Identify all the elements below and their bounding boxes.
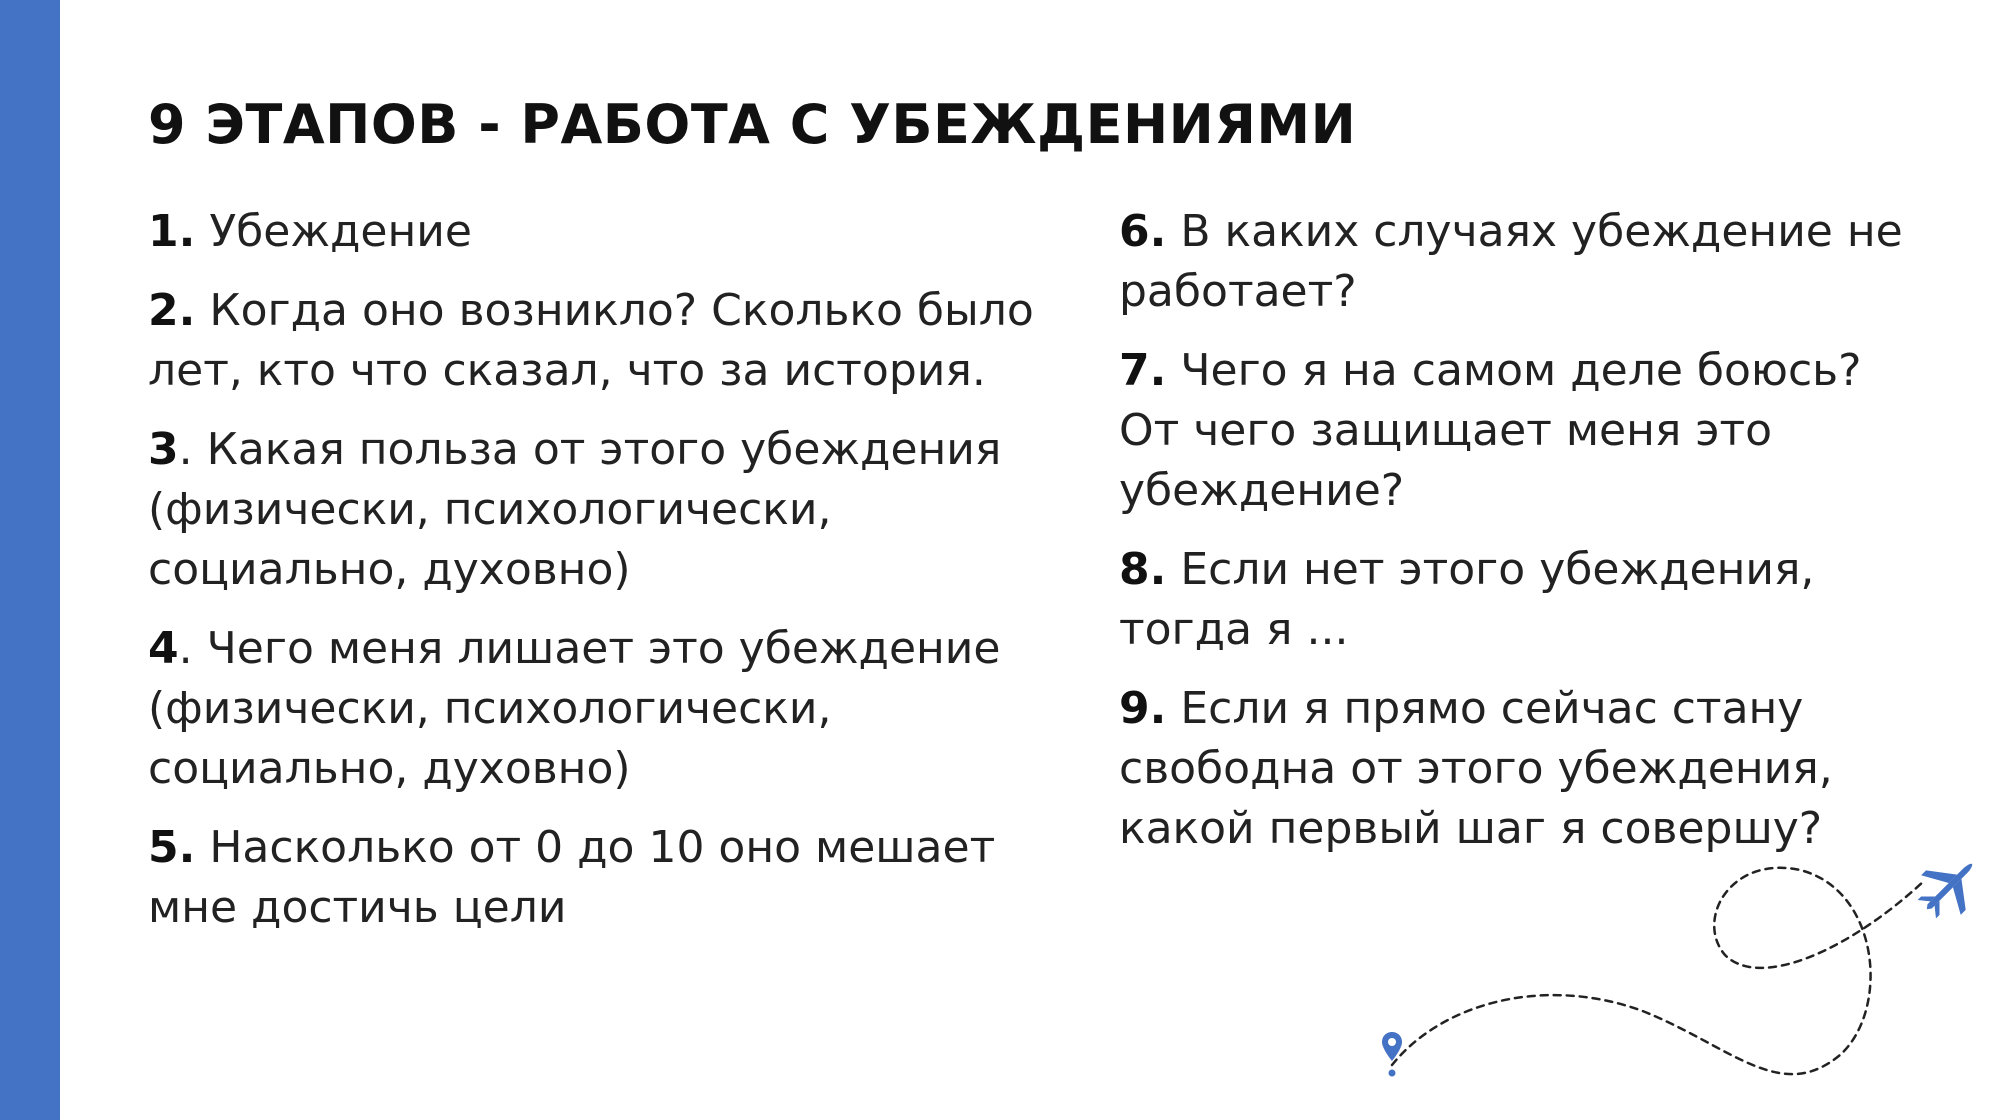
step-text: Когда оно возникло? Сколько было лет, кто что сказал, что за история. — [148, 285, 1034, 396]
travel-path-doodle — [1360, 850, 1980, 1100]
airplane-icon — [1907, 850, 1980, 929]
step-item — [148, 619, 1048, 799]
step-text: . Какая польза от этого убеждения (физически, психологически, социально, духовно) — [148, 424, 1002, 595]
step-number: 4 — [148, 623, 179, 674]
step-item — [1119, 540, 1919, 660]
step-item — [1119, 202, 1919, 322]
step-item — [1119, 679, 1919, 859]
step-number: 5. — [148, 822, 196, 873]
step-item — [148, 420, 1048, 600]
step-text: Если я прямо сейчас стану свободна от этого убеждения, какой первый шаг я совершу? — [1119, 683, 1833, 854]
accent-side-bar — [0, 0, 60, 1120]
steps-column-left — [148, 202, 1048, 957]
step-item — [1119, 341, 1919, 521]
step-text: Насколько от 0 до 10 оно мешает мне достичь цели — [148, 822, 996, 933]
step-text: Если нет этого убеждения, тогда я ... — [1119, 544, 1815, 655]
step-item — [148, 202, 1048, 262]
step-number: 1. — [148, 206, 196, 257]
step-number: 2. — [148, 285, 196, 336]
step-number: 3 — [148, 424, 179, 475]
dashed-path — [1392, 868, 1925, 1074]
steps-column-right — [1119, 202, 1919, 878]
step-item — [148, 281, 1048, 401]
step-text: . Чего меня лишает это убеждение (физически, психологически, социально, духовно) — [148, 623, 1001, 794]
step-text: Убеждение — [195, 206, 472, 257]
step-text: В каких случаях убеждение не работает? — [1119, 206, 1903, 317]
step-text: Чего я на самом деле боюсь? От чего защищает меня это убеждение? — [1119, 345, 1862, 516]
step-number: 6. — [1119, 206, 1167, 257]
step-number: 8. — [1119, 544, 1167, 595]
step-item — [148, 818, 1048, 938]
step-number: 9. — [1119, 683, 1167, 734]
location-pin-icon — [1382, 1032, 1402, 1077]
slide-title: 9 ЭТАПОВ - РАБОТА С УБЕЖДЕНИЯМИ — [148, 93, 1357, 156]
step-number: 7. — [1119, 345, 1167, 396]
